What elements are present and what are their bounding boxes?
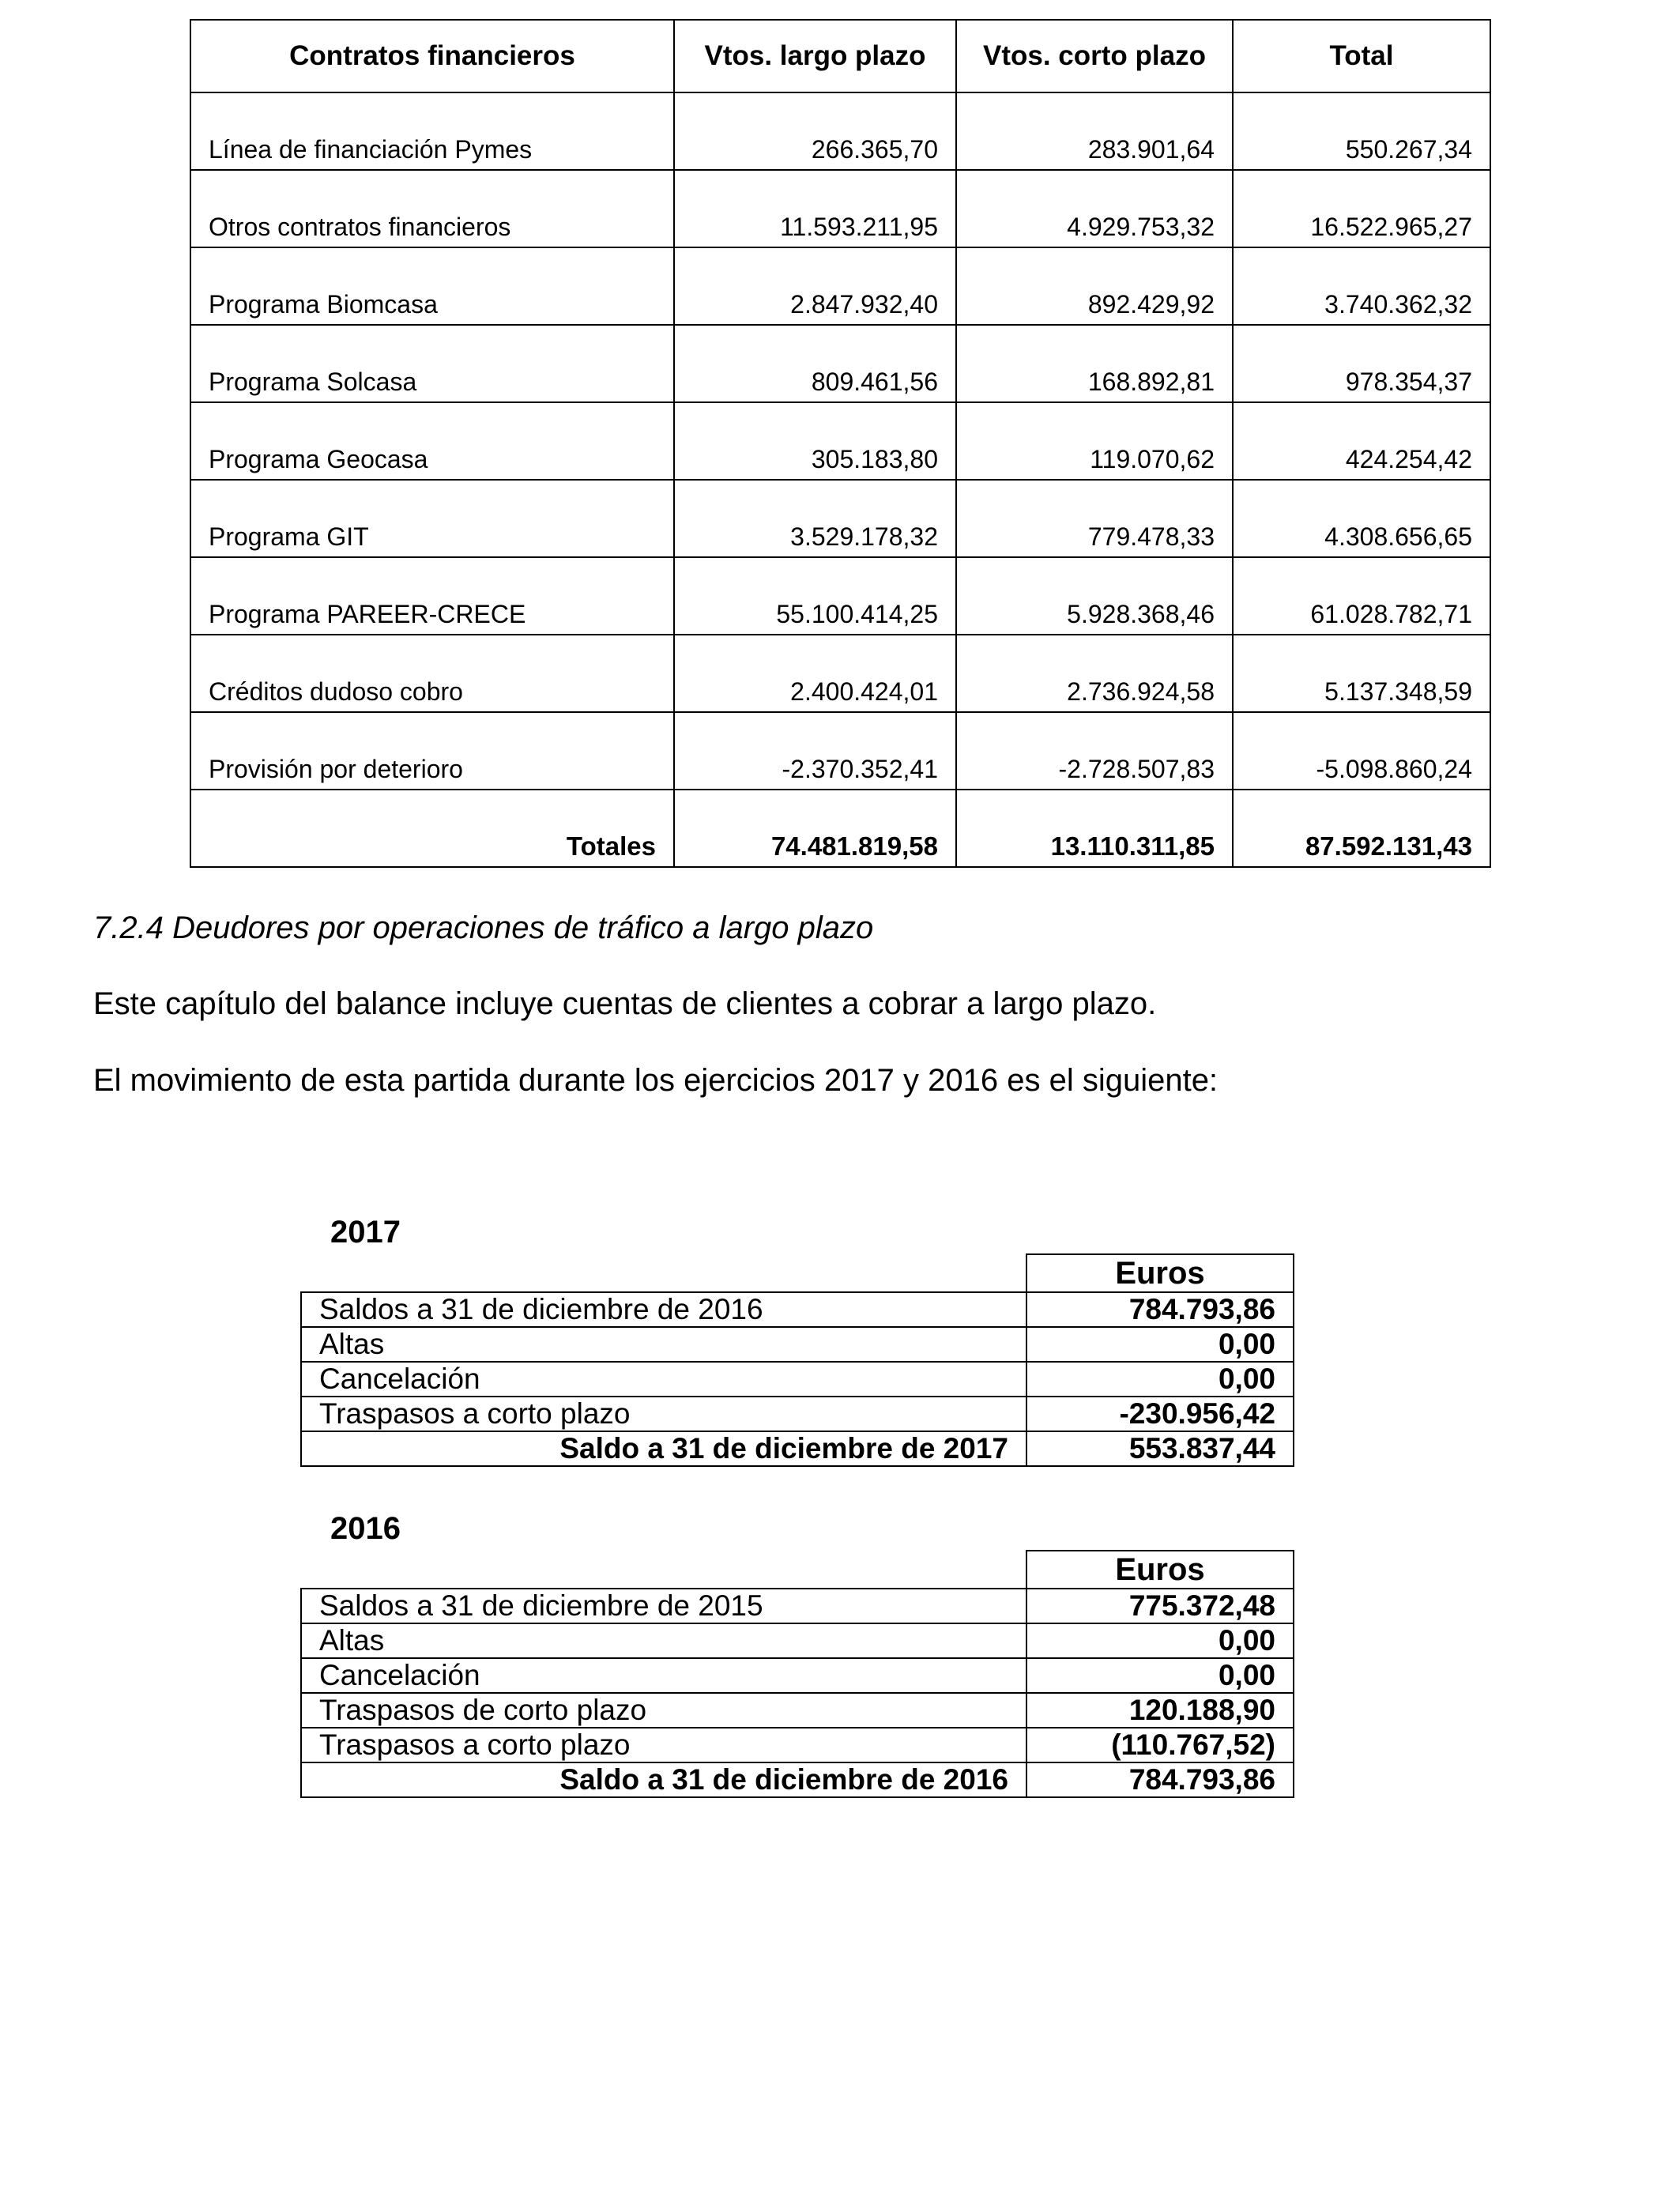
row-largo: 55.100.414,25 — [674, 557, 956, 635]
paragraph-movement: El movimiento de esta partida durante los ejercicios 2017 y 2016 es el siguiente: — [93, 1063, 1219, 1098]
row-corto: 892.429,92 — [956, 247, 1233, 325]
row-label: Traspasos a corto plazo — [301, 1397, 1026, 1431]
row-largo: 11.593.211,95 — [674, 170, 956, 247]
row-value: 775.372,48 — [1026, 1589, 1294, 1623]
movement-2017-table — [300, 1253, 1294, 1467]
row-total: -5.098.860,24 — [1233, 712, 1490, 790]
row-label: Altas — [301, 1623, 1026, 1658]
row-corto: 283.901,64 — [956, 92, 1233, 170]
blank-cell — [301, 1254, 1026, 1292]
final-label: Saldo a 31 de diciembre de 2016 — [301, 1762, 1026, 1797]
table-row — [301, 1658, 1294, 1693]
table-row — [190, 402, 1490, 480]
row-corto: 779.478,33 — [956, 480, 1233, 557]
paragraph-intro: Este capítulo del balance incluye cuentas de clientes a cobrar a largo plazo. — [93, 986, 1157, 1021]
row-corto: 4.929.753,32 — [956, 170, 1233, 247]
table-row — [301, 1589, 1294, 1623]
table-row — [190, 635, 1490, 712]
totals-total: 87.592.131,43 — [1233, 790, 1490, 867]
row-total: 424.254,42 — [1233, 402, 1490, 480]
row-total: 5.137.348,59 — [1233, 635, 1490, 712]
header-corto-plazo: Vtos. corto plazo — [956, 20, 1233, 92]
row-label: Programa Biomcasa — [190, 247, 674, 325]
year-2017-label: 2017 — [330, 1215, 401, 1250]
table-row — [301, 1327, 1294, 1362]
table-row — [301, 1728, 1294, 1762]
row-label: Altas — [301, 1327, 1026, 1362]
table-row — [190, 92, 1490, 170]
table-row — [301, 1397, 1294, 1431]
row-label: Saldos a 31 de diciembre de 2015 — [301, 1589, 1026, 1623]
row-label: Programa PAREER-CRECE — [190, 557, 674, 635]
unit-header: Euros — [1026, 1551, 1294, 1589]
row-label: Cancelación — [301, 1362, 1026, 1397]
row-largo: 3.529.178,32 — [674, 480, 956, 557]
row-label: Traspasos a corto plazo — [301, 1728, 1026, 1762]
blank-cell — [301, 1551, 1026, 1589]
row-total: 550.267,34 — [1233, 92, 1490, 170]
row-value: 0,00 — [1026, 1327, 1294, 1362]
row-value: 784.793,86 — [1026, 1292, 1294, 1327]
row-label: Traspasos de corto plazo — [301, 1693, 1026, 1728]
row-value: 0,00 — [1026, 1658, 1294, 1693]
row-label: Programa Geocasa — [190, 402, 674, 480]
row-total: 3.740.362,32 — [1233, 247, 1490, 325]
table-row — [301, 1362, 1294, 1397]
contracts-header-row — [190, 20, 1490, 92]
final-value: 784.793,86 — [1026, 1762, 1294, 1797]
row-value: 0,00 — [1026, 1623, 1294, 1658]
table-row — [301, 1623, 1294, 1658]
final-label: Saldo a 31 de diciembre de 2017 — [301, 1431, 1026, 1466]
row-corto: 2.736.924,58 — [956, 635, 1233, 712]
year-2016-label: 2016 — [330, 1511, 401, 1546]
final-balance-row — [301, 1762, 1294, 1797]
final-value: 553.837,44 — [1026, 1431, 1294, 1466]
header-contratos: Contratos financieros — [190, 20, 674, 92]
row-label: Programa GIT — [190, 480, 674, 557]
row-label: Saldos a 31 de diciembre de 2016 — [301, 1292, 1026, 1327]
row-corto: 119.070,62 — [956, 402, 1233, 480]
header-largo-plazo: Vtos. largo plazo — [674, 20, 956, 92]
totals-corto: 13.110.311,85 — [956, 790, 1233, 867]
table-row — [190, 247, 1490, 325]
row-largo: 266.365,70 — [674, 92, 956, 170]
row-value: 120.188,90 — [1026, 1693, 1294, 1728]
row-corto: 5.928.368,46 — [956, 557, 1233, 635]
unit-header: Euros — [1026, 1254, 1294, 1292]
row-total: 4.308.656,65 — [1233, 480, 1490, 557]
row-value: -230.956,42 — [1026, 1397, 1294, 1431]
table-row — [301, 1292, 1294, 1327]
totals-label: Totales — [190, 790, 674, 867]
table-row — [190, 480, 1490, 557]
movement-2016-table — [300, 1550, 1294, 1798]
contracts-table — [190, 19, 1491, 868]
table-row — [190, 170, 1490, 247]
table-row — [190, 325, 1490, 402]
row-largo: 2.400.424,01 — [674, 635, 956, 712]
row-label: Provisión por deterioro — [190, 712, 674, 790]
row-total: 978.354,37 — [1233, 325, 1490, 402]
row-label: Otros contratos financieros — [190, 170, 674, 247]
totals-largo: 74.481.819,58 — [674, 790, 956, 867]
row-value: (110.767,52) — [1026, 1728, 1294, 1762]
row-largo: 809.461,56 — [674, 325, 956, 402]
row-value: 0,00 — [1026, 1362, 1294, 1397]
row-label: Créditos dudoso cobro — [190, 635, 674, 712]
row-label: Línea de financiación Pymes — [190, 92, 674, 170]
row-label: Programa Solcasa — [190, 325, 674, 402]
row-total: 61.028.782,71 — [1233, 557, 1490, 635]
section-heading: 7.2.4 Deudores por operaciones de tráfico a largo plazo — [93, 910, 874, 945]
final-balance-row — [301, 1431, 1294, 1466]
row-label: Cancelación — [301, 1658, 1026, 1693]
row-total: 16.522.965,27 — [1233, 170, 1490, 247]
row-largo: 305.183,80 — [674, 402, 956, 480]
row-largo: 2.847.932,40 — [674, 247, 956, 325]
row-corto: 168.892,81 — [956, 325, 1233, 402]
row-largo: -2.370.352,41 — [674, 712, 956, 790]
totals-row — [190, 790, 1490, 867]
table-row — [190, 712, 1490, 790]
header-total: Total — [1233, 20, 1490, 92]
table-row — [190, 557, 1490, 635]
table-row — [301, 1693, 1294, 1728]
row-corto: -2.728.507,83 — [956, 712, 1233, 790]
